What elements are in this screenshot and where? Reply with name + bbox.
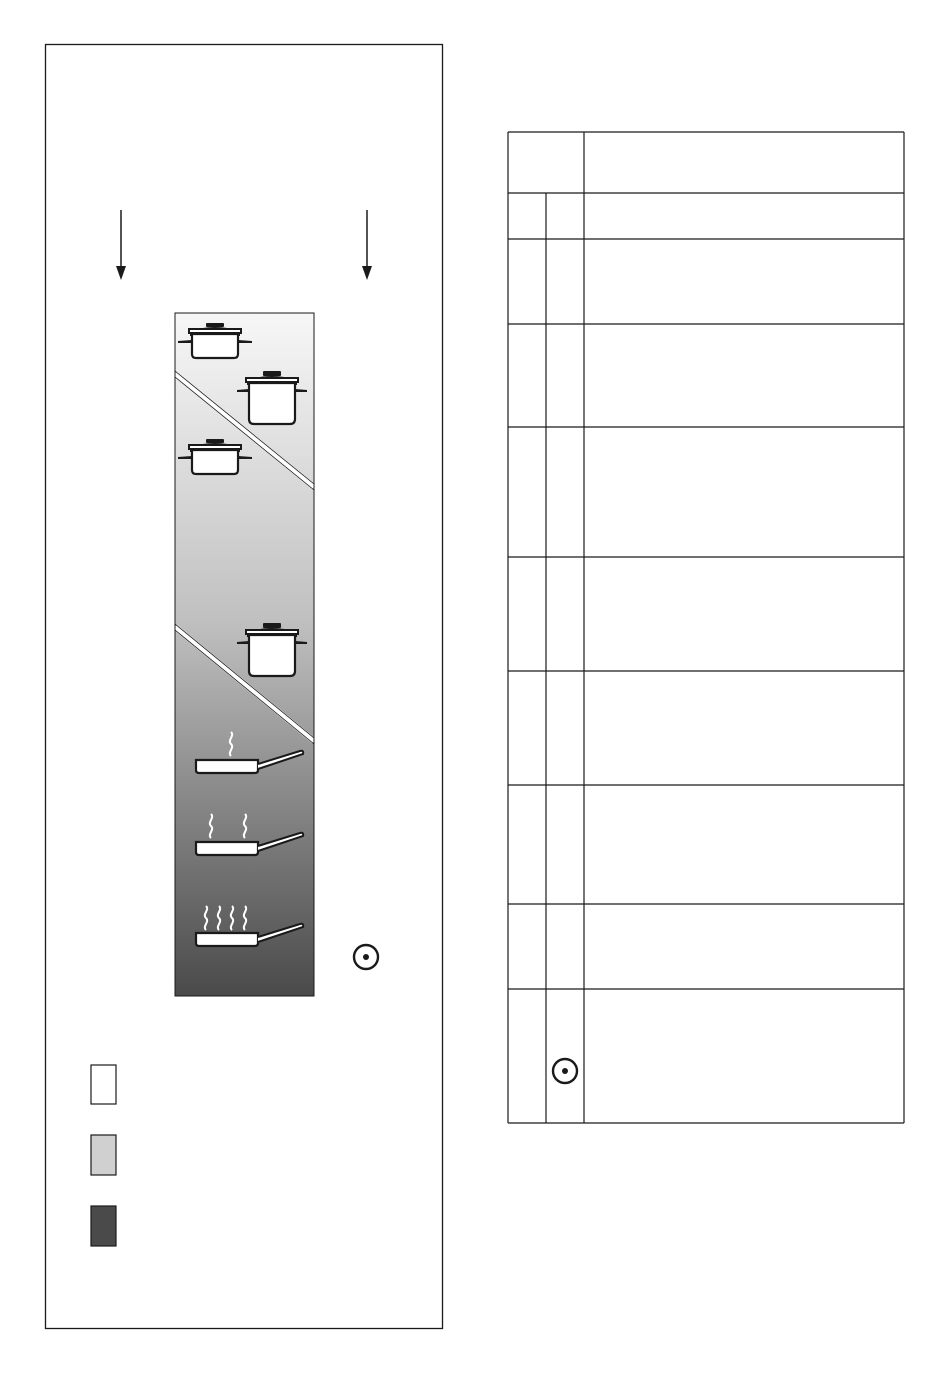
legend-swatch-medium (91, 1135, 116, 1175)
circle-dot-icon (354, 945, 378, 969)
left-down-arrow (116, 210, 126, 280)
heat-level-bar (175, 313, 314, 996)
right-down-arrow (362, 210, 372, 280)
legend-swatch-light (91, 1065, 116, 1104)
table-circle-dot-icon (553, 1059, 577, 1083)
legend-swatch-dark (91, 1206, 116, 1246)
settings-table (508, 132, 904, 1123)
table-row-dividers (508, 239, 904, 989)
